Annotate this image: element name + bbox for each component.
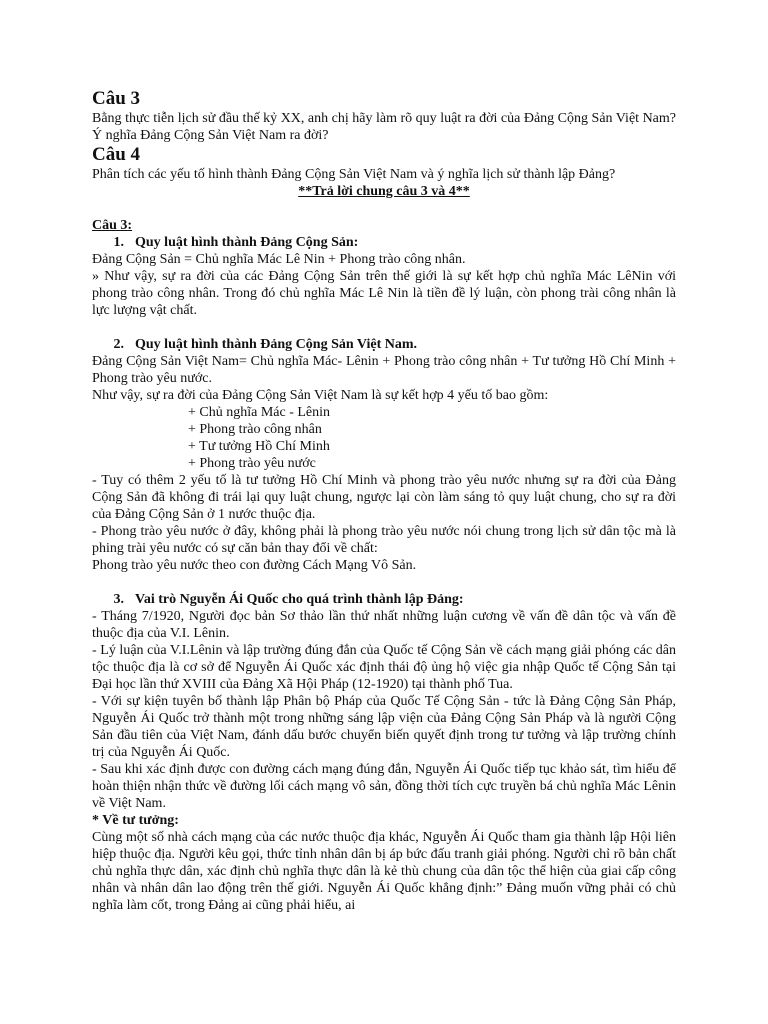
spacer xyxy=(92,200,676,217)
cau4-question: Phân tích các yếu tố hình thành Đảng Cộng Sản Việt Nam và ý nghĩa lịch sử thành lập Đảng? xyxy=(92,167,616,182)
section-3-paragraph: - Với sự kiện tuyên bố thành lập Phân bộ Pháp của Quốc Tế Cộng Sản - tức là Đảng Cộng Sản Pháp, Nguyễn Ái Quốc trở thành một trong những sáng lập viện của Đảng Cộng Sản Pháp và là người Cộng Sản đầu tiên của Việt Nam, đánh dấu bước chuyển biến quyết định trong tư tưởng và lập trường chính trị của Nguyễn Ái Quốc. xyxy=(92,694,676,760)
section-1-heading xyxy=(92,234,676,251)
cau3-question: Bằng thực tiễn lịch sử đầu thế kỷ XX, anh chị hãy làm rõ quy luật ra đời của Đảng Cộng Sản Việt Nam? Ý nghĩa Đảng Cộng Sản Việt Nam ra đời? xyxy=(92,111,676,143)
spacer xyxy=(92,574,676,591)
cau3-heading: Câu 3 xyxy=(92,88,141,109)
section-2-intro: Như vậy, sự ra đời của Đảng Cộng Sản Việt Nam là sự kết hợp 4 yếu tố bao gồm: xyxy=(92,388,549,403)
section-1-paragraph: » Như vậy, sự ra đời của các Đảng Cộng Sản trên thế giới là sự kết hợp chủ nghĩa Mác LêNin với phong trào công nhân. Trong đó chủ nghĩa Mác Lê Nin là tiền đề lý luận, còn phong trài công nhân là lực lượng vật chất. xyxy=(92,269,676,318)
section-1-formula: Đảng Cộng Sản = Chủ nghĩa Mác Lê Nin + Phong trào công nhân. xyxy=(92,252,466,267)
section-3-paragraph: - Sau khi xác định được con đường cách mạng đúng đắn, Nguyễn Ái Quốc tiếp tục khảo sát, tìm hiểu để hoàn thiện nhận thức về đường lối cách mạng vô sản, đồng thời tích cực truyền bá chủ nghĩa Mác Lênin về Việt Nam. xyxy=(92,762,676,811)
answer-title: **Trả lời chung câu 3 và 4** xyxy=(298,184,470,199)
section-2-paragraph: - Tuy có thêm 2 yếu tố là tư tưởng Hồ Chí Minh và phong trào yêu nước nhưng sự ra đời của Đảng Cộng Sản đã không đi trái lại quy luật chung, ngược lại còn làm sáng tỏ quy luật chung, cho sự ra đời của Đảng Cộng Sản ở 1 nước thuộc địa. xyxy=(92,473,676,522)
section-3-paragraph: - Tháng 7/1920, Người đọc bản Sơ thảo lần thứ nhất những luận cương về vấn đề dân tộc và vấn đề thuộc địa của V.I. Lênin. xyxy=(92,609,676,641)
section-2-number: 2. xyxy=(113,337,124,352)
section-3-paragraph: - Lý luận của V.I.Lênin và lập trường đúng đắn của Quốc tế Cộng Sản về cách mạng giải phóng các dân tộc thuộc địa là cơ sở để Nguyễn Ái Quốc xác định thái độ ủng hộ việc gia nhập Quốc tế Cộng Sản tại Đại học lần thứ XVIII của Đảng Xã Hội Pháp (12-1920) tại thành phố Tua. xyxy=(92,643,676,692)
section-2-heading xyxy=(92,336,676,353)
cau4-heading: Câu 4 xyxy=(92,144,141,165)
factor-item: + Phong trào công nhân xyxy=(188,422,322,437)
section-2-paragraph: - Phong trào yêu nước ở đây, không phải là phong trào yêu nước nói chung trong lịch sử dân tộc mà là phing trài yêu nước có sự căn bản thay đổi về chất: xyxy=(92,524,676,556)
sub-heading-ve-tu-tuong: * Về tư tưởng: xyxy=(92,813,179,828)
section-3-title: Vai trò Nguyễn Ái Quốc cho quá trình thành lập Đảng: xyxy=(135,592,464,607)
section-2-paragraph: Phong trào yêu nước theo con đường Cách Mạng Vô Sản. xyxy=(92,558,417,573)
factor-item: + Chủ nghĩa Mác - Lênin xyxy=(188,405,331,420)
section-2-formula: Đảng Cộng Sản Việt Nam= Chủ nghĩa Mác- Lênin + Phong trào công nhân + Tư tưởng Hồ Chí Minh + Phong trào yêu nước. xyxy=(92,354,676,386)
factor-item: + Phong trào yêu nước xyxy=(188,456,316,471)
factor-item: + Tư tưởng Hồ Chí Minh xyxy=(188,439,330,454)
spacer xyxy=(92,319,676,336)
section-1-title: Quy luật hình thành Đảng Cộng Sản: xyxy=(135,235,359,250)
section-2-title: Quy luật hình thành Đảng Cộng Sản Việt Nam. xyxy=(135,337,418,352)
section-3-number: 3. xyxy=(113,592,124,607)
document-page xyxy=(92,88,676,914)
answer-label: Câu 3: xyxy=(92,218,133,233)
section-3-heading xyxy=(92,591,676,608)
section-1-number: 1. xyxy=(113,235,124,250)
sub-paragraph: Cùng một số nhà cách mạng của các nước thuộc địa khác, Nguyễn Ái Quốc tham gia thành lập Hội liên hiệp thuộc địa. Người kêu gọi, thức tỉnh nhân dân bị áp bức đấu tranh giải phóng. Người chỉ rõ bản chất chủ nghĩa thực dân, xác định chủ nghĩa thực dân là kẻ thù chung của dân tộc thể hiện của giai cấp công nhân và nhân dân lao động trên thế giới. Nguyễn Ái Quốc khẳng định:” Đảng muốn vững phải có chủ nghĩa làm cốt, trong Đảng ai cũng phải hiểu, ai xyxy=(92,830,676,913)
